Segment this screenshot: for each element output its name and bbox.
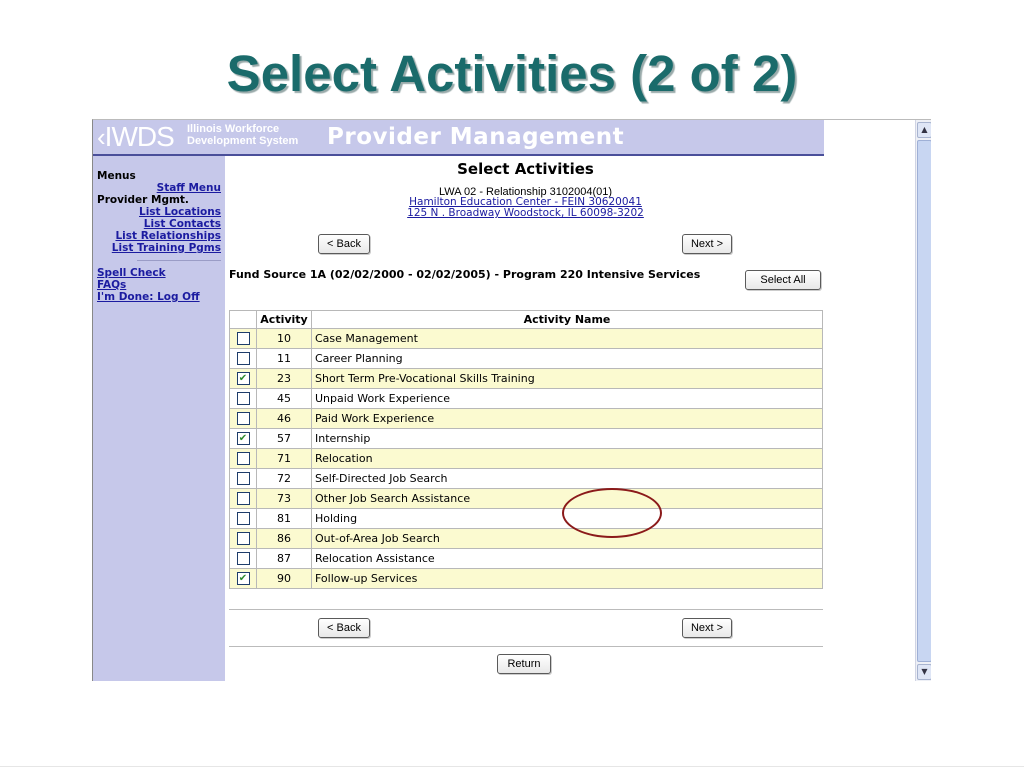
table-row[interactable] [230, 449, 823, 469]
table-row[interactable] [230, 469, 823, 489]
activity-code: 73 [257, 489, 312, 509]
browser-frame [92, 119, 931, 681]
checkbox[interactable] [237, 512, 250, 525]
scroll-up-arrow-icon[interactable]: ▲ [917, 122, 931, 138]
activity-code: 87 [257, 549, 312, 569]
scrollbar-thumb[interactable] [917, 140, 931, 662]
activity-code: 90 [257, 569, 312, 589]
provider-link[interactable]: Hamilton Education Center - FEIN 30620041 [409, 196, 642, 208]
checkbox[interactable] [237, 492, 250, 505]
activity-name: Internship [312, 429, 823, 449]
activity-name: Career Planning [312, 349, 823, 369]
sidebar-item-list-locations[interactable]: List Locations [139, 206, 221, 218]
row-checkbox-cell [230, 449, 257, 469]
row-checkbox-cell [230, 429, 257, 449]
provider-mgmt-heading: Provider Mgmt. [97, 194, 189, 206]
highlight-oval [562, 488, 662, 538]
back-button-top[interactable]: < Back [318, 234, 370, 254]
table-header-row [230, 311, 823, 329]
table-row[interactable] [230, 569, 823, 589]
checkbox[interactable] [237, 352, 250, 365]
table-row[interactable] [230, 349, 823, 369]
divider [229, 609, 823, 610]
row-checkbox-cell [230, 329, 257, 349]
row-checkbox-cell [230, 469, 257, 489]
sidebar-item-list-training-pgms[interactable]: List Training Pgms [111, 242, 221, 254]
activity-code: 11 [257, 349, 312, 369]
checked-checkbox[interactable]: ✔ [237, 572, 250, 585]
table-row[interactable] [230, 429, 823, 449]
table-row[interactable] [230, 389, 823, 409]
activity-code: 86 [257, 529, 312, 549]
sidebar-divider [137, 260, 221, 261]
activity-name: Relocation [312, 449, 823, 469]
checked-checkbox[interactable]: ✔ [237, 372, 250, 385]
iwds-logo: ‹IWDS [97, 121, 174, 152]
checkbox[interactable] [237, 392, 250, 405]
sidebar [93, 156, 225, 681]
sidebar-item-list-contacts[interactable]: List Contacts [143, 218, 221, 230]
checkbox[interactable] [237, 452, 250, 465]
row-checkbox-cell [230, 509, 257, 529]
faqs-link[interactable]: FAQs [97, 279, 127, 291]
next-button-top[interactable]: Next > [682, 234, 732, 254]
checkbox[interactable] [237, 472, 250, 485]
back-button-bottom[interactable]: < Back [318, 618, 370, 638]
activity-code: 57 [257, 429, 312, 449]
row-checkbox-cell [230, 349, 257, 369]
logo-subtitle: Illinois Workforce Development System [187, 123, 299, 147]
log-off-link[interactable]: I'm Done: Log Off [97, 291, 200, 303]
activity-code: 10 [257, 329, 312, 349]
checkbox[interactable] [237, 412, 250, 425]
activity-name: Self-Directed Job Search [312, 469, 823, 489]
activity-code: 72 [257, 469, 312, 489]
checkbox[interactable] [237, 332, 250, 345]
activities-table [229, 310, 823, 589]
activity-name: Case Management [312, 329, 823, 349]
row-checkbox-cell [230, 389, 257, 409]
slide-divider [0, 766, 1024, 767]
row-checkbox-cell [230, 569, 257, 589]
activity-code: 45 [257, 389, 312, 409]
table-row[interactable] [230, 549, 823, 569]
table-row[interactable] [230, 489, 823, 509]
fund-source-text: Fund Source 1A (02/02/2000 - 02/02/2005) - Program 220 Intensive Services [229, 268, 701, 281]
next-button-bottom[interactable]: Next > [682, 618, 732, 638]
vertical-scrollbar[interactable] [915, 120, 931, 681]
divider [229, 646, 823, 647]
scroll-down-arrow-icon[interactable]: ▼ [917, 664, 931, 680]
page-title: Select Activities [457, 160, 594, 178]
activities-table-body [230, 329, 823, 589]
activity-name: Other Job Search Assistance [312, 489, 823, 509]
return-button[interactable]: Return [497, 654, 551, 674]
table-row[interactable] [230, 529, 823, 549]
checkbox[interactable] [237, 532, 250, 545]
activity-column-header: Activity [257, 311, 312, 329]
activity-name: Unpaid Work Experience [312, 389, 823, 409]
checkbox-column-header [230, 311, 257, 329]
main-content [227, 156, 824, 681]
table-row[interactable] [230, 509, 823, 529]
select-all-button[interactable]: Select All [745, 270, 821, 290]
activity-code: 71 [257, 449, 312, 469]
relationship-text: LWA 02 - Relationship 3102004(01) [438, 186, 613, 198]
checkbox[interactable] [237, 552, 250, 565]
table-row[interactable] [230, 329, 823, 349]
activity-code: 23 [257, 369, 312, 389]
activity-name: Holding [312, 509, 823, 529]
activity-name: Follow-up Services [312, 569, 823, 589]
activity-name: Paid Work Experience [312, 409, 823, 429]
sidebar-item-list-relationships[interactable]: List Relationships [115, 230, 221, 242]
activity-code: 46 [257, 409, 312, 429]
header-banner [93, 120, 824, 156]
activity-name: Out-of-Area Job Search [312, 529, 823, 549]
row-checkbox-cell [230, 409, 257, 429]
row-checkbox-cell [230, 369, 257, 389]
row-checkbox-cell [230, 489, 257, 509]
row-checkbox-cell [230, 549, 257, 569]
staff-menu-link[interactable]: Staff Menu [156, 182, 221, 194]
activity-code: 81 [257, 509, 312, 529]
address-link[interactable]: 125 N . Broadway Woodstock, IL 60098-3202 [407, 207, 644, 219]
activity-name: Relocation Assistance [312, 549, 823, 569]
slide-title: Select Activities (2 of 2) [226, 45, 798, 102]
row-checkbox-cell [230, 529, 257, 549]
spell-check-link[interactable]: Spell Check [97, 267, 166, 279]
table-row[interactable] [230, 369, 823, 389]
header-title: Provider Management [327, 124, 625, 150]
table-row[interactable] [230, 409, 823, 429]
activity-name-column-header: Activity Name [312, 311, 823, 329]
menus-heading: Menus [97, 170, 136, 182]
checked-checkbox[interactable]: ✔ [237, 432, 250, 445]
activity-name: Short Term Pre-Vocational Skills Training [312, 369, 823, 389]
